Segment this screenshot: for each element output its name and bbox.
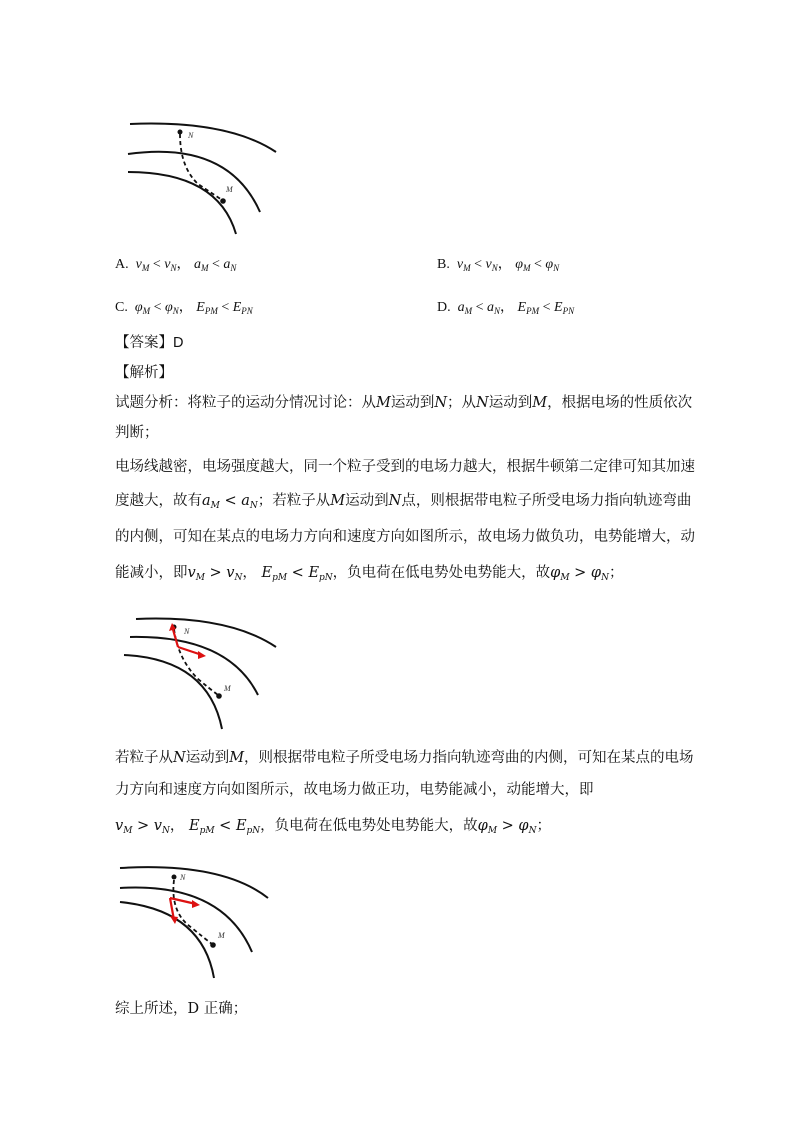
field-line-bottom <box>124 655 222 729</box>
analysis-p2-line2: 度越大，故有$a_M < a_N$；若粒子从M运动到N点，则根据带电粒子所受电场力指向轨迹弯曲 <box>115 493 692 511</box>
point-m <box>216 693 222 699</box>
trajectory-path <box>173 880 212 944</box>
option-c: C. $\varphi_M < \varphi_N$， $E_{PM} < E_{PN}$ <box>115 300 253 316</box>
field-line-top <box>136 619 276 647</box>
label-m: M <box>226 185 233 194</box>
label-n: N <box>184 627 190 636</box>
point-m <box>210 942 216 948</box>
analysis-p2-line4: 能减小，即$v_M > v_N$， $E_{pM} < E_{pN}$，负电荷在低电势处电势能大，故$\varphi_M > \varphi_N$； <box>115 565 624 583</box>
point-m <box>220 198 226 204</box>
analysis-tag: 【解析】 <box>115 365 173 381</box>
trajectory-path <box>174 629 218 695</box>
velocity-arrowhead <box>198 651 206 659</box>
analysis-p1-line1: 试题分析：将粒子的运动分情况讨论：从M运动到N；从N运动到M，根据电场的性质依次 <box>115 395 693 411</box>
label-m: M <box>224 684 231 693</box>
field-lines-figure-2 <box>118 607 288 732</box>
option-b: B. $v_M < v_N$， $\varphi_M < \varphi_N$ <box>437 257 560 273</box>
analysis-p3-line3: $v_M > v_N$， $E_{pM} < E_{pN}$，负电荷在低电势处电势能大，故$\varphi_M > \varphi_N$； <box>115 818 551 836</box>
answer-tag: 【答案】 <box>115 335 173 351</box>
field-line-bottom <box>120 902 214 978</box>
analysis-p2-line3: 的内侧，可知在某点的电场力方向和速度方向如图所示，故电场力做负功，电势能增大，动 <box>115 529 695 545</box>
field-line-bottom <box>128 172 236 234</box>
answer-line <box>115 331 183 352</box>
velocity-arrowhead <box>192 900 200 908</box>
option-a: A. $v_M < v_N$， $a_M < a_N$ <box>115 257 237 273</box>
point-n <box>178 130 183 135</box>
field-line-top <box>120 867 268 898</box>
field-lines-figure-3 <box>112 858 282 983</box>
option-d: D. $a_M < a_N$， $E_{PM} < E_{PN}$ <box>437 300 575 316</box>
field-line-top <box>130 124 276 152</box>
trajectory-path <box>180 134 222 200</box>
label-n: N <box>180 873 186 882</box>
analysis-p3-line2: 力方向和速度方向如图所示，故电场力做正功，电势能减小，动能增大，即 <box>115 782 594 798</box>
analysis-p1-line2: 判断； <box>115 425 159 441</box>
analysis-conclusion: 综上所述，D 正确； <box>115 1001 248 1017</box>
field-line-middle <box>128 152 260 212</box>
field-line-middle <box>130 637 258 695</box>
field-lines-figure-1 <box>118 112 288 237</box>
analysis-p3-line1: 若粒子从N运动到M，则根据带电粒子所受电场力指向轨迹弯曲的内侧，可知在某点的电场 <box>115 750 694 766</box>
label-m: M <box>218 931 225 940</box>
answer-value: D <box>173 335 184 351</box>
analysis-p2-line1: 电场线越密，电场强度越大，同一个粒子受到的电场力越大，根据牛顿第二定律可知其加速 <box>115 459 695 475</box>
label-n: N <box>188 131 194 140</box>
field-line-middle <box>120 888 252 952</box>
point-n <box>172 875 177 880</box>
